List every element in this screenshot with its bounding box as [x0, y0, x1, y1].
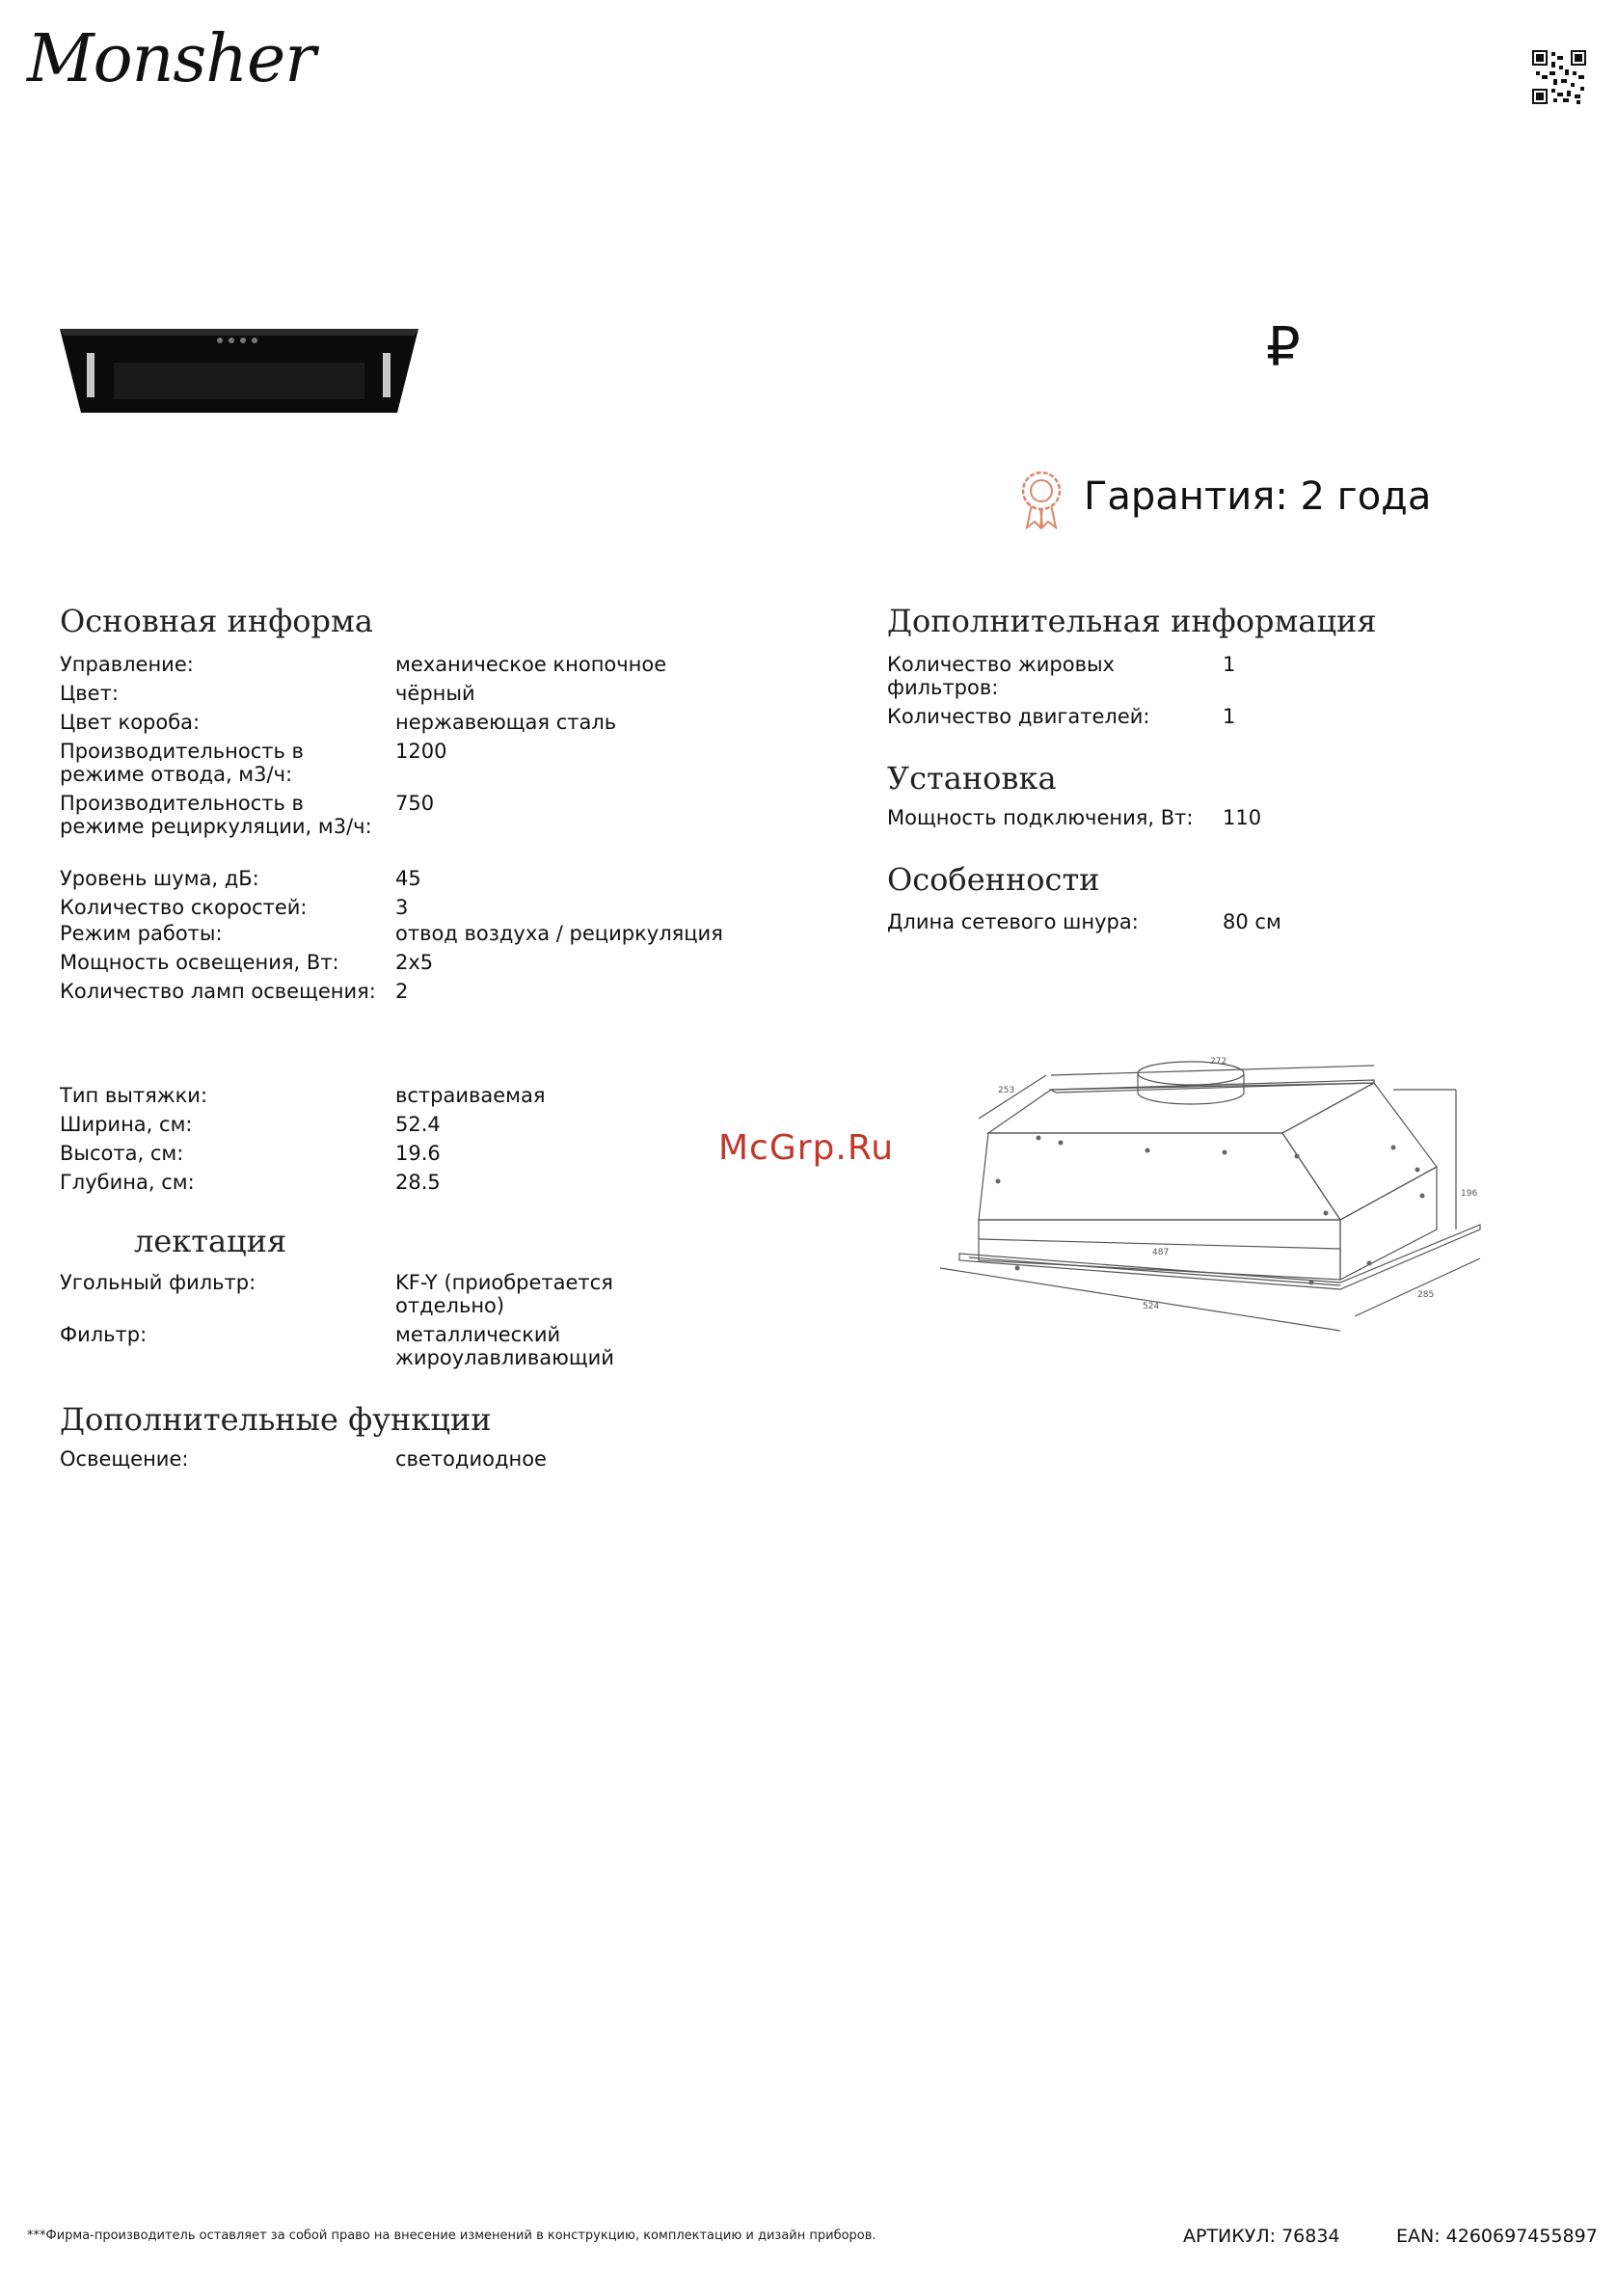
dim-label-depth: 285 — [1417, 1290, 1435, 1300]
spec-key: Количество двигателей: — [887, 705, 1150, 728]
spec-key: Управление: — [60, 653, 194, 676]
dim-label-top-depth: 253 — [998, 1086, 1015, 1095]
spec-key: Цвет короба: — [60, 711, 201, 734]
spec-key: Ширина, см: — [60, 1113, 193, 1136]
spec-value: 3 — [395, 896, 409, 919]
spec-key: Производительность в режиме отвода, м3/ч: — [60, 740, 304, 786]
section-title-extra-functions: Дополнительные функции — [60, 1401, 492, 1438]
spec-key: Количество ламп освещения: — [60, 980, 376, 1003]
section-title-installation: Установка — [887, 760, 1057, 797]
product-photo — [60, 324, 418, 413]
spec-value: светодиодное — [395, 1447, 547, 1471]
spec-value: 2x5 — [395, 951, 434, 974]
spec-value: KF-Y (приобретается отдельно) — [395, 1271, 613, 1317]
section-title-main: Основная информа — [60, 603, 373, 639]
section-title-kit: лектация — [134, 1223, 287, 1259]
spec-key: Освещение: — [60, 1447, 189, 1471]
ean-code — [1396, 2226, 1598, 2247]
dim-label-inner-width: 487 — [1152, 1248, 1170, 1257]
spec-value: чёрный — [395, 682, 475, 705]
spec-key: Цвет: — [60, 682, 119, 705]
technical-drawing — [902, 1037, 1519, 1345]
footer-disclaimer: ***Фирма-производитель оставляет за собой право на внесение изменений в конструкцию, комплектацию и дизайн приборов. — [27, 2228, 876, 2243]
spec-key: Мощность подключения, Вт: — [887, 806, 1194, 829]
spec-key: Глубина, см: — [60, 1171, 195, 1194]
spec-value: 45 — [395, 867, 421, 890]
spec-key: Фильтр: — [60, 1323, 148, 1346]
spec-value: 1 — [1223, 653, 1236, 676]
article-number — [1183, 2226, 1340, 2247]
spec-value: 2 — [395, 980, 409, 1003]
brand-logo: Monsher — [27, 21, 315, 97]
spec-value: 80 см — [1223, 910, 1281, 933]
section-title-features: Особенности — [887, 861, 1100, 898]
spec-key: Угольный фильтр: — [60, 1271, 256, 1294]
spec-value: 1200 — [395, 740, 447, 763]
spec-key: Уровень шума, дБ: — [60, 867, 259, 890]
warranty-label: Гарантия: 2 года — [1084, 474, 1432, 519]
spec-value: отвод воздуха / рециркуляция — [395, 922, 723, 945]
price-currency: ₽ — [1266, 316, 1301, 379]
spec-value: 110 — [1223, 806, 1262, 829]
ean-label: EAN: — [1396, 2226, 1441, 2247]
spec-value: 28.5 — [395, 1171, 441, 1194]
spec-key: Количество скоростей: — [60, 896, 308, 919]
spec-key: Количество жировых фильтров: — [887, 653, 1115, 699]
spec-value: механическое кнопочное — [395, 653, 667, 676]
spec-value: 1 — [1223, 705, 1236, 728]
spec-key: Мощность освещения, Вт: — [60, 951, 339, 974]
spec-value: металлический жироулавливающий — [395, 1323, 614, 1369]
spec-value: 750 — [395, 792, 435, 815]
article-label: АРТИКУЛ: — [1183, 2226, 1277, 2247]
spec-value: встраиваемая — [395, 1084, 546, 1107]
section-title-additional-info: Дополнительная информация — [887, 603, 1377, 639]
spec-key: Производительность в режиме рециркуляции, м3/ч: — [60, 792, 372, 838]
watermark-text: McGrp.Ru — [718, 1128, 895, 1168]
award-ribbon-icon — [1017, 470, 1065, 529]
article-value: 76834 — [1281, 2226, 1340, 2247]
ean-value: 4260697455897 — [1445, 2226, 1598, 2247]
spec-value: 52.4 — [395, 1113, 441, 1136]
qr-code-icon — [1532, 50, 1586, 104]
spec-key: Режим работы: — [60, 922, 223, 945]
spec-key: Длина сетевого шнура: — [887, 910, 1139, 933]
dim-label-top-width: 272 — [1210, 1057, 1227, 1067]
dim-label-height: 196 — [1461, 1189, 1478, 1199]
spec-value: 19.6 — [395, 1142, 441, 1165]
dim-label-width: 524 — [1143, 1302, 1160, 1311]
spec-value: нержавеющая сталь — [395, 711, 617, 734]
spec-key: Высота, см: — [60, 1142, 184, 1165]
spec-key: Тип вытяжки: — [60, 1084, 208, 1107]
